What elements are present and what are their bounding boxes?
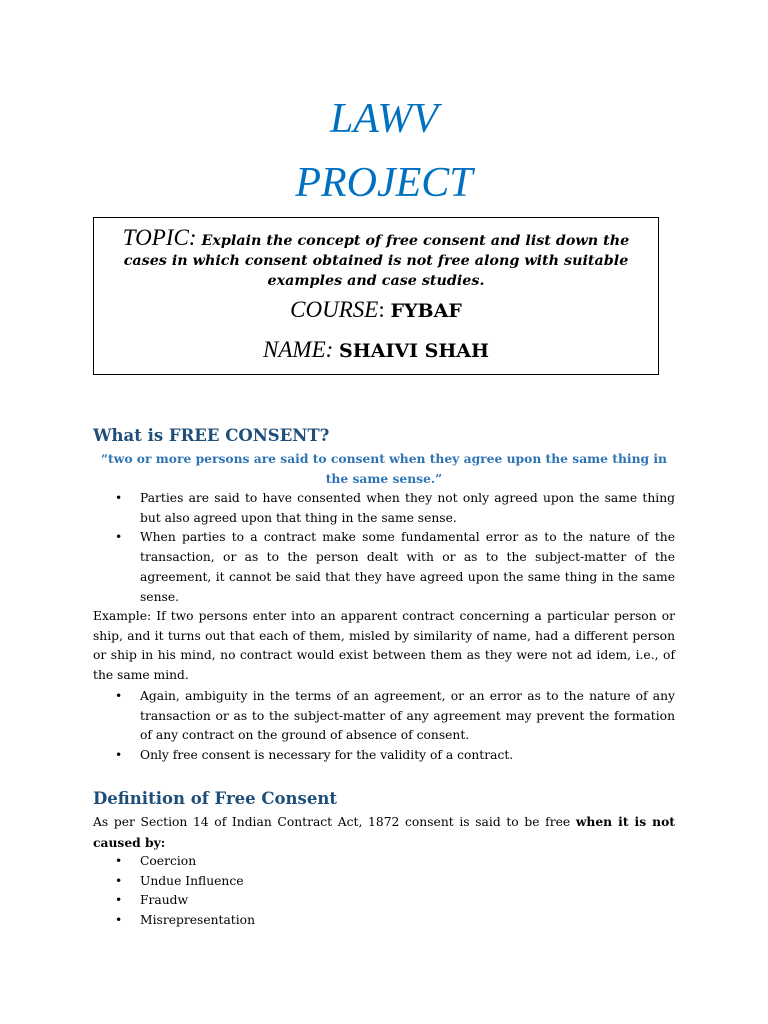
document-title-line-1: LAWV [329,96,439,142]
topic-label: TOPIC: [122,225,197,250]
definition-intro-text: As per Section 14 of Indian Contract Act, 1872 consent is said to be free [93,815,571,829]
name-value: SHAIVI SHAH [339,340,489,362]
course-line: COURSE: FYBAF [290,297,462,322]
bullet-list-a [93,489,675,607]
definition-quote: “two or more persons are said to consent when they agree upon the same thing in the same sense.” [100,451,668,486]
topic-text: Explain the concept of free consent and list down the cases in which consent obtained is not free along with suitable examples and case studies. [123,233,630,289]
list-item: • Coercion [93,852,675,872]
list-item: • Parties are said to have consented when they not only agreed upon the same thing but also agreed upon that thing in the same sense. [93,489,675,528]
document-title-line-2: PROJECT [295,160,473,206]
course-value: FYBAF [390,300,462,322]
section-heading-definition: Definition of Free Consent [93,789,337,808]
bullet-list-b [93,687,675,766]
topic-line [118,225,634,291]
list-item: • Misrepresentation [93,911,675,931]
section-heading-free-consent: What is FREE CONSENT? [93,426,330,445]
name-label: NAME: [263,337,334,362]
list-item: • Only free consent is necessary for the validity of a contract. [93,746,675,766]
list-item: • When parties to a contract make some fundamental error as to the nature of the transaction, or as to the person dealt with or as to the subject-matter of the agreement, it cannot be said that they have agreed upon the same thing in the same sense. [93,528,675,607]
course-label: COURSE [290,297,379,322]
example-paragraph: Example: If two persons enter into an apparent contract concerning a particular person or ship, and it turns out that each of them, misled by similarity of name, had a different person or ship in his mind, no contract would exist between them as they were not ad idem, i.e., of the same mind. [93,609,675,683]
topic-box [93,217,659,375]
list-item: • Fraudw [93,891,675,911]
name-line [94,337,658,364]
definition-intro-bold: when it is not caused by: [93,814,675,850]
list-item: • Again, ambiguity in the terms of an agreement, or an error as to the nature of any transaction or as to the subject-matter of any agreement may prevent the formation of any contract on the ground of absence of consent. [93,687,675,746]
list-item: • Undue Influence [93,872,675,892]
vitiating-factors-list [93,852,675,931]
definition-intro [93,812,675,853]
